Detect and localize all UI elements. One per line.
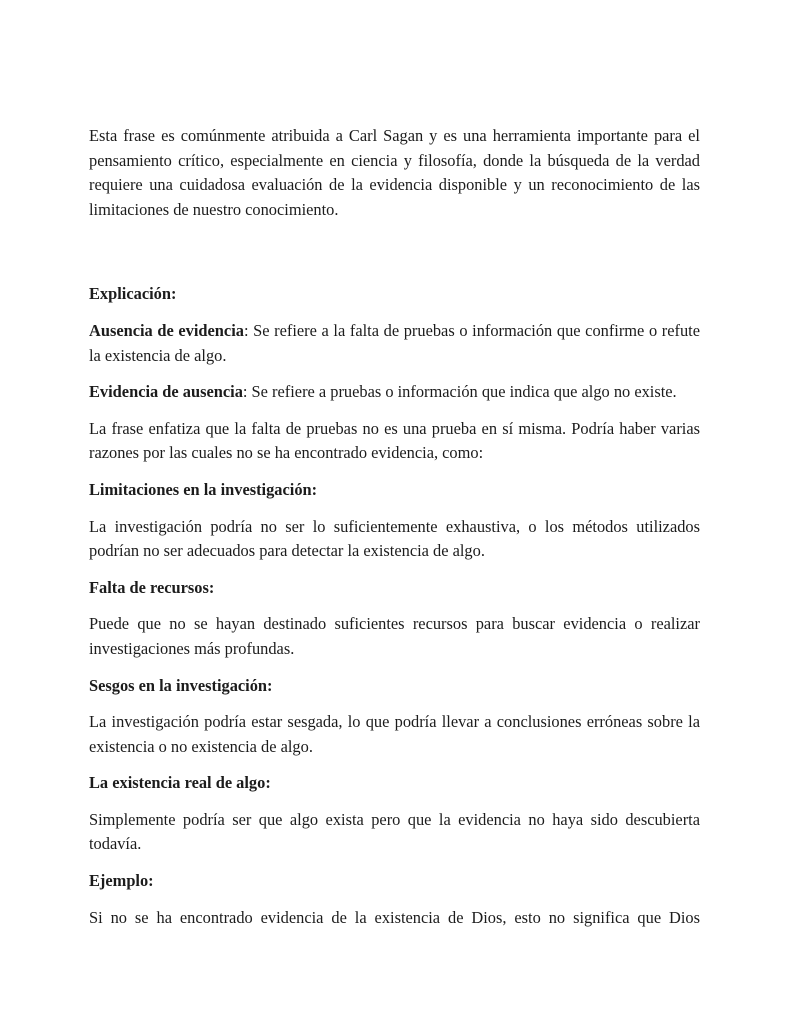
reason-text-limitaciones: La investigación podría no ser lo suficientemente exhaustiva, o los métodos utilizados podrían no ser adecuados para detectar la existencia de algo.: [89, 516, 700, 561]
reason-heading-existencia-real: La existencia real de algo:: [89, 773, 271, 793]
reason-heading-recursos: Falta de recursos:: [89, 577, 215, 597]
definition-evidencia-de-ausencia: [89, 380, 700, 405]
reason-text-sesgos: La investigación podría estar sesgada, lo que podría llevar a conclusiones erróneas sobre la existencia o no existencia de algo.: [89, 712, 700, 756]
definition-text: : Se refiere a pruebas o información que indica que algo no existe.: [242, 382, 677, 402]
reason-text-existencia-real: Simplemente podría ser que algo exista pero que la evidencia no haya sido descubierta todavía.: [89, 809, 700, 854]
document-page: [89, 124, 700, 930]
intro-paragraph: Esta frase es comúnmente atribuida a Carl Sagan y es una herramienta importante para el pensamiento crítico, especialmente en ciencia y filosofía, donde la búsqueda de la verdad requiere una cuidadosa evaluación de la evidencia disponible y un reconocimiento de las limitaciones de nuestro conocimiento.: [89, 126, 700, 219]
example-text: Si no se ha encontrado evidencia de la existencia de Dios, esto no significa que Dios: [89, 907, 700, 927]
definition-ausencia-de-evidencia: [89, 319, 700, 368]
spacer: [89, 222, 700, 271]
reason-heading-limitaciones: Limitaciones en la investigación:: [89, 479, 318, 499]
explicacion-heading: Explicación:: [89, 284, 177, 304]
example-heading: Ejemplo:: [89, 871, 154, 891]
reason-heading-sesgos: Sesgos en la investigación:: [89, 675, 273, 695]
emphasis-paragraph: La frase enfatiza que la falta de pruebas no es una prueba en sí misma. Podría haber varias razones por las cuales no se ha encontrado evidencia, como:: [89, 418, 700, 463]
definition-term: Ausencia de evidencia: [89, 320, 244, 340]
reason-text-recursos: Puede que no se hayan destinado suficientes recursos para buscar evidencia o realizar investigaciones más profundas.: [89, 614, 700, 658]
definition-term: Evidencia de ausencia: [89, 382, 243, 402]
definition-text: : Se refiere a la falta de pruebas o información que confirme o refute la existencia de algo.: [89, 320, 700, 365]
